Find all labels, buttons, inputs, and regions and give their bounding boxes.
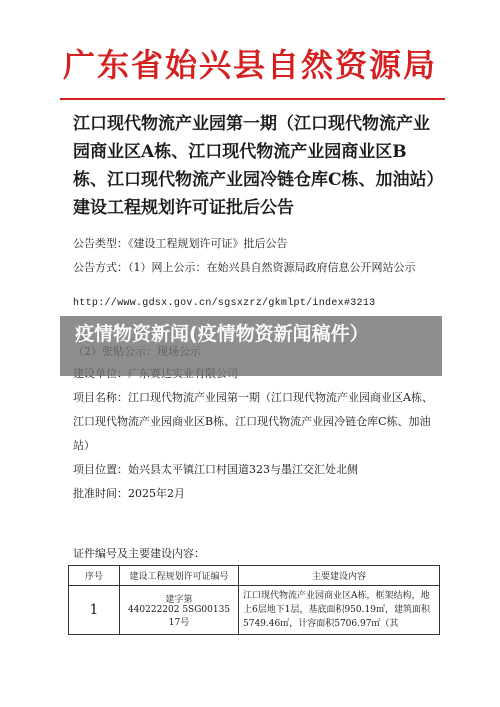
col-index: 序号 (69, 566, 120, 586)
col-cert-number: 建设工程规划许可证编号 (120, 566, 239, 586)
table-row (69, 586, 440, 635)
row-index: 1 (69, 586, 120, 635)
row-content: 江口现代物流产业园商业区A栋，框架结构，地上6层地下1层，基底面积950.19㎡，建筑面积5749.46㎡，计容面积5706.97㎡（其 (239, 586, 440, 635)
project-location: 项目位置：始兴县太平镇江口村国道323与墨江交汇处北侧 (73, 463, 358, 476)
notice-type: 公告类型：《建设工程规划许可证》批后公告 (73, 237, 288, 250)
table-heading: 证件编号及主要建设内容： (73, 547, 205, 560)
notice-title: 江口现代物流产业园第一期（江口现代物流产业园商业区A栋、江口现代物流产业园商业区B栋、江口现代物流产业园冷链仓库C栋、加油站）建设工程规划许可证批后公告 (73, 114, 436, 218)
certificate-table (68, 565, 440, 635)
cert-line-2: 440222202 5SG00135 (127, 605, 231, 615)
cert-line-3: 17号 (168, 618, 190, 628)
col-content: 主要建设内容 (239, 566, 440, 586)
agency-header: 广东省始兴县自然资源局 (62, 46, 437, 84)
notice-meta-top (73, 232, 443, 280)
header-divider (60, 98, 445, 100)
banner-title[interactable]: 疫情物资新闻(疫情物资新闻稿件） (75, 323, 369, 345)
cert-line-1: 建字第 (165, 595, 193, 605)
notice-method: 公告方式：（1）网上公示：在始兴县自然资源局政府信息公开网站公示 (73, 261, 416, 274)
notice-meta-bottom (73, 362, 443, 506)
table-header-row (69, 566, 440, 586)
approval-time: 批准时间：2025年2月 (73, 487, 185, 500)
notice-url[interactable]: http://www.gdsx.gov.cn/sgsxzrz/gkmlpt/index#3213 (73, 298, 376, 309)
project-name: 项目名称：江口现代物流产业园第一期（江口现代物流产业园商业区A栋、江口现代物流产业园商业区B栋、江口现代物流产业园冷链仓库C栋、加油站） (73, 391, 433, 452)
row-cert-number (120, 586, 239, 635)
